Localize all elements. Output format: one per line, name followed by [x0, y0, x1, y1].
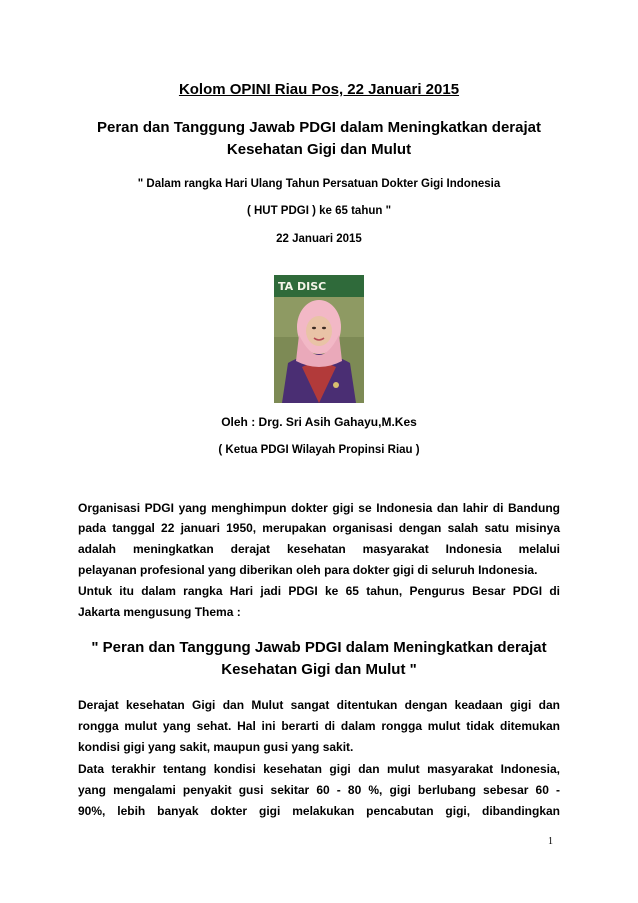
paragraph-line: Data terakhir tentang kondisi kesehatan gigi dan mulut masyarakat Indonesia, [78, 762, 560, 776]
paragraph-line: Jakarta mengusung Thema : [78, 605, 241, 619]
page-number: 1 [548, 836, 553, 847]
author-name: Oleh : Drg. Sri Asih Gahayu,M.Kes [221, 415, 417, 429]
paragraph-line: adalah meningkatkan derajat kesehatan masyarakat Indonesia melalui [78, 542, 560, 556]
theme-line-2: Kesehatan Gigi dan Mulut " [221, 661, 417, 678]
paragraph-line: pada tanggal 22 januari 1950, merupakan organisasi dengan salah satu misinya [78, 521, 560, 535]
subtitle-date: 22 Januari 2015 [276, 233, 362, 245]
paragraph-line: Derajat kesehatan Gigi dan Mulut sangat ditentukan dengan keadaan gigi dan [78, 698, 560, 712]
paragraph-line: kondisi gigi yang sakit, maupun gusi yang sakit. [78, 740, 354, 754]
author-role: ( Ketua PDGI Wilayah Propinsi Riau ) [218, 444, 420, 456]
paragraph-line: Untuk itu dalam rangka Hari jadi PDGI ke 65 tahun, Pengurus Besar PDGI di [78, 584, 560, 598]
paragraph-line: 90%, lebih banyak dokter gigi melakukan pencabutan gigi, dibandingkan [78, 804, 560, 818]
paragraph-line: pelayanan profesional yang diberikan oleh para dokter gigi di seluruh Indonesia. [78, 563, 538, 577]
paragraph-line: Organisasi PDGI yang menghimpun dokter gigi se Indonesia dan lahir di Bandung [78, 501, 560, 515]
paragraph-line: rongga mulut yang sehat. Hal ini berarti di dalam rongga mulut tidak ditemukan [78, 719, 560, 733]
author-portrait-image [274, 275, 364, 403]
banner-text: TA DISC [278, 280, 327, 293]
paragraph-line: yang mengalami penyakit gusi sekitar 60 - 80 %, gigi berlubang sebesar 60 - [78, 783, 560, 797]
theme-line-1: " Peran dan Tanggung Jawab PDGI dalam Meningkatkan derajat [91, 639, 547, 656]
article-title-line-2: Kesehatan Gigi dan Mulut [226, 141, 412, 158]
author-photo [274, 275, 364, 403]
subtitle-line-2: ( HUT PDGI ) ke 65 tahun " [246, 205, 392, 217]
subtitle-line-1: " Dalam rangka Hari Ulang Tahun Persatuan Dokter Gigi Indonesia [137, 178, 501, 190]
article-title-line-1: Peran dan Tanggung Jawab PDGI dalam Meningkatkan derajat [97, 119, 541, 136]
column-heading: Kolom OPINI Riau Pos, 22 Januari 2015 [178, 81, 460, 98]
